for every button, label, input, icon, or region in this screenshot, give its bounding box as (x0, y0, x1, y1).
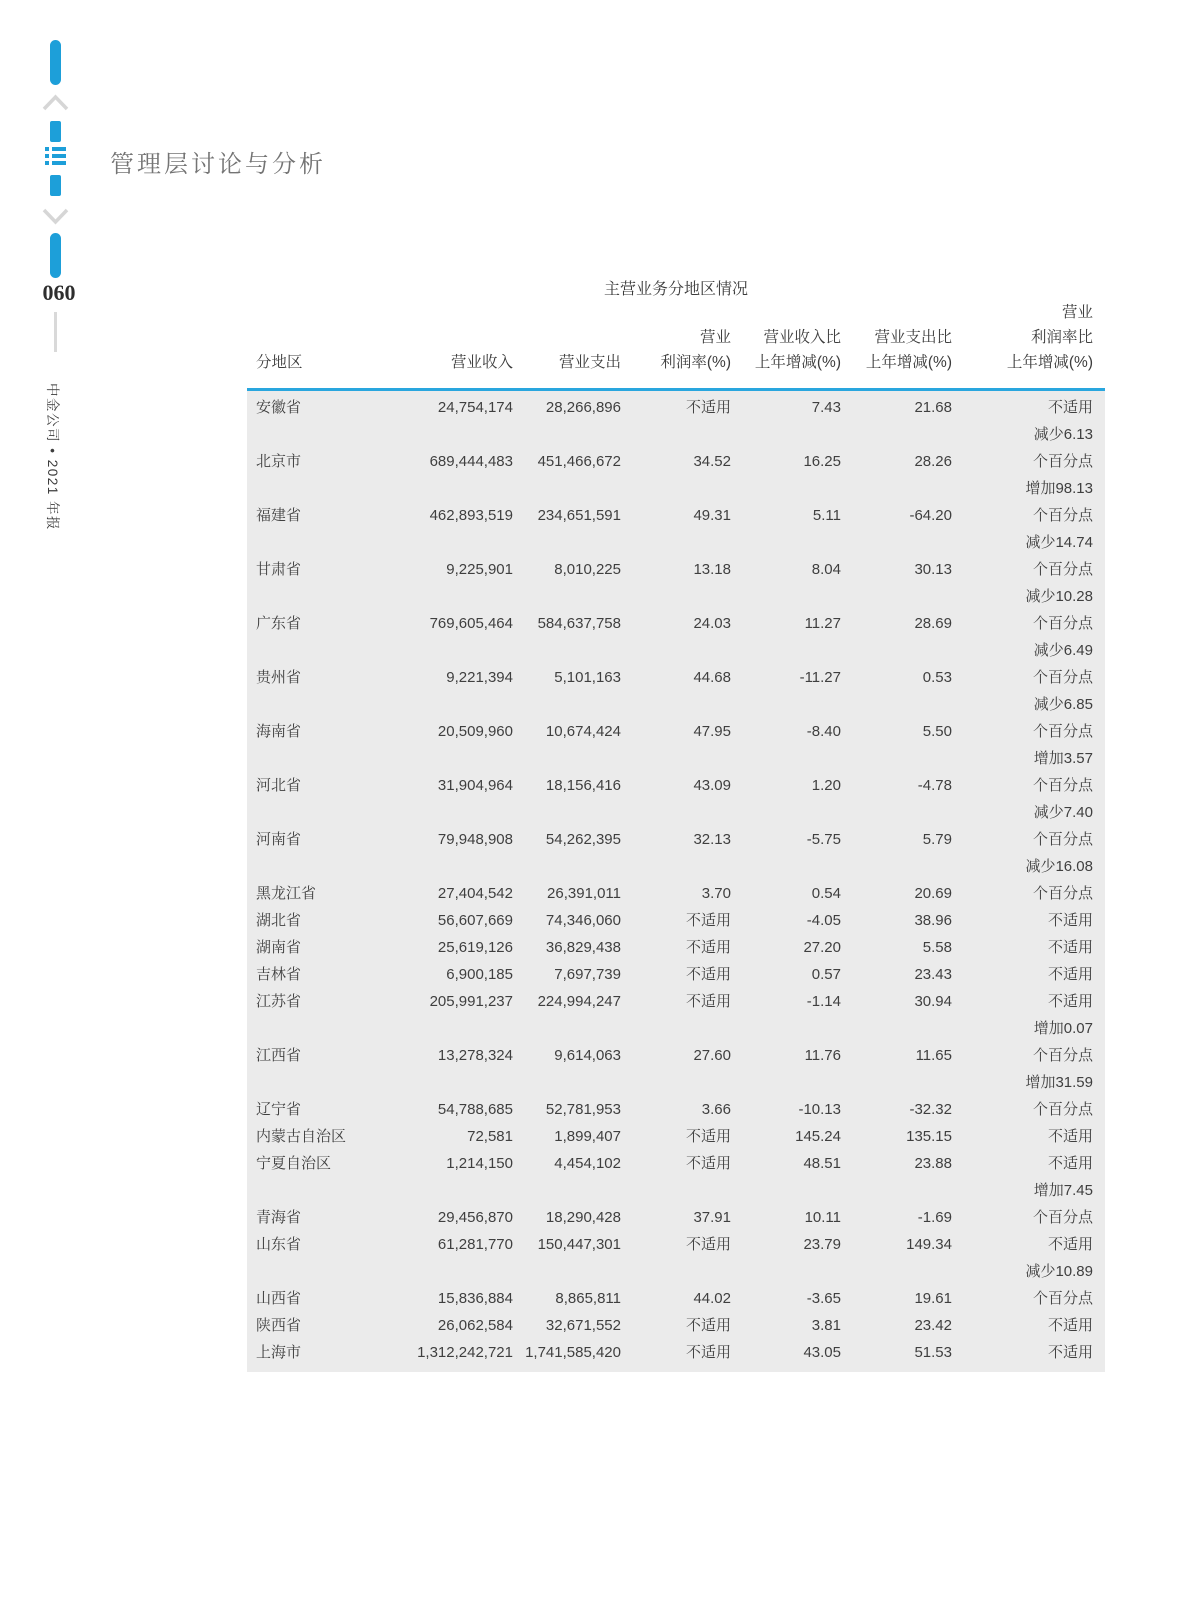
cell-revenue: 79,948,908 (387, 799, 513, 853)
cell-revenue: 462,893,519 (387, 475, 513, 529)
table-row (247, 1312, 1105, 1339)
cell-expense: 18,290,428 (513, 1177, 621, 1231)
cell-exp_change: 38.96 (841, 907, 952, 934)
table-row (247, 421, 1105, 475)
table-row (247, 745, 1105, 799)
table-row (247, 934, 1105, 961)
cell-expense: 224,994,247 (513, 988, 621, 1015)
table-row (247, 1339, 1105, 1372)
cell-margin: 44.68 (621, 637, 731, 691)
cell-exp_change: 21.68 (841, 390, 952, 422)
cell-exp_change: 5.79 (841, 799, 952, 853)
cell-region: 宁夏自治区 (247, 1150, 387, 1177)
cell-rev_change: -1.14 (731, 988, 841, 1015)
cell-expense: 1,741,585,420 (513, 1339, 621, 1372)
cell-revenue: 72,581 (387, 1123, 513, 1150)
cell-exp_change: 51.53 (841, 1339, 952, 1372)
cell-region: 福建省 (247, 475, 387, 529)
cell-margin: 37.91 (621, 1177, 731, 1231)
cell-expense: 32,671,552 (513, 1312, 621, 1339)
cell-expense: 54,262,395 (513, 799, 621, 853)
cell-expense: 584,637,758 (513, 583, 621, 637)
cell-expense: 36,829,438 (513, 934, 621, 961)
cell-revenue: 1,312,242,721 (387, 1339, 513, 1372)
cell-margin-change: 增加0.07 个百分点 (952, 1015, 1105, 1069)
cell-expense: 52,781,953 (513, 1069, 621, 1123)
cell-region: 山东省 (247, 1231, 387, 1258)
divider-bar-lower (50, 175, 61, 196)
cell-rev_change: 11.27 (731, 583, 841, 637)
cell-revenue: 29,456,870 (387, 1177, 513, 1231)
cell-exp_change: 23.88 (841, 1150, 952, 1177)
cell-region: 北京市 (247, 421, 387, 475)
cell-margin-change: 减少6.13 个百分点 (952, 421, 1105, 475)
cell-margin-change: 增加31.59 个百分点 (952, 1069, 1105, 1123)
cell-margin-change: 减少16.08 个百分点 (952, 853, 1105, 907)
cell-expense: 451,466,672 (513, 421, 621, 475)
cell-exp_change: -4.78 (841, 745, 952, 799)
cell-margin: 不适用 (621, 934, 731, 961)
cell-exp_change: -32.32 (841, 1069, 952, 1123)
cell-expense: 1,899,407 (513, 1123, 621, 1150)
table-row (247, 1123, 1105, 1150)
cell-region: 海南省 (247, 691, 387, 745)
cell-expense: 74,346,060 (513, 907, 621, 934)
cell-margin: 44.02 (621, 1258, 731, 1312)
cell-region: 甘肃省 (247, 529, 387, 583)
cell-rev_change: 48.51 (731, 1150, 841, 1177)
cell-region: 广东省 (247, 583, 387, 637)
cell-rev_change: -11.27 (731, 637, 841, 691)
cell-rev_change: 145.24 (731, 1123, 841, 1150)
cell-rev_change: 0.57 (731, 961, 841, 988)
column-header: 营业 利润率比 上年增减(%) (952, 300, 1105, 390)
cell-rev_change: 10.11 (731, 1177, 841, 1231)
table-row (247, 1015, 1105, 1069)
cell-region: 湖南省 (247, 934, 387, 961)
cell-revenue: 6,900,185 (387, 961, 513, 988)
cell-exp_change: 30.13 (841, 529, 952, 583)
cell-exp_change: 135.15 (841, 1123, 952, 1150)
cell-expense: 5,101,163 (513, 637, 621, 691)
table-row (247, 691, 1105, 745)
cell-rev_change: -8.40 (731, 691, 841, 745)
cell-rev_change: 23.79 (731, 1231, 841, 1258)
chevron-down-icon (42, 206, 69, 226)
cell-margin: 不适用 (621, 1150, 731, 1177)
cell-expense: 9,614,063 (513, 1015, 621, 1069)
table-row (247, 1231, 1105, 1258)
cell-margin-change: 增加98.13 个百分点 (952, 475, 1105, 529)
table-row (247, 1258, 1105, 1312)
table-header (247, 300, 1105, 390)
cell-margin-change: 不适用 (952, 988, 1105, 1015)
cell-expense: 150,447,301 (513, 1231, 621, 1258)
cell-rev_change: 27.20 (731, 934, 841, 961)
cell-rev_change: 3.81 (731, 1312, 841, 1339)
table-body (247, 390, 1105, 1373)
cell-revenue: 24,754,174 (387, 390, 513, 422)
cell-expense: 4,454,102 (513, 1150, 621, 1177)
cell-exp_change: 19.61 (841, 1258, 952, 1312)
cell-expense: 8,865,811 (513, 1258, 621, 1312)
cell-region: 山西省 (247, 1258, 387, 1312)
page-number: 060 (42, 280, 76, 305)
table-row (247, 799, 1105, 853)
cell-exp_change: -64.20 (841, 475, 952, 529)
cell-margin: 43.09 (621, 745, 731, 799)
bookmark-bar-top (50, 40, 61, 85)
bookmark-bar-bottom (50, 233, 61, 278)
column-header: 分地区 (247, 300, 387, 390)
cell-rev_change: 5.11 (731, 475, 841, 529)
cell-margin-change: 不适用 (952, 907, 1105, 934)
cell-margin-change: 不适用 (952, 1312, 1105, 1339)
cell-margin-change: 不适用 (952, 934, 1105, 961)
cell-expense: 28,266,896 (513, 390, 621, 422)
cell-margin: 不适用 (621, 1339, 731, 1372)
cell-exp_change: 5.58 (841, 934, 952, 961)
table-row (247, 1150, 1105, 1177)
cell-margin: 3.70 (621, 853, 731, 907)
cell-margin: 不适用 (621, 988, 731, 1015)
cell-margin: 不适用 (621, 1123, 731, 1150)
cell-exp_change: 5.50 (841, 691, 952, 745)
cell-margin: 24.03 (621, 583, 731, 637)
section-title: 管理层讨论与分析 (110, 152, 326, 178)
cell-revenue: 1,214,150 (387, 1150, 513, 1177)
cell-margin-change: 减少10.89 个百分点 (952, 1258, 1105, 1312)
cell-margin-change: 增加7.45 个百分点 (952, 1177, 1105, 1231)
cell-margin-change: 减少7.40 个百分点 (952, 799, 1105, 853)
cell-expense: 10,674,424 (513, 691, 621, 745)
cell-margin-change: 不适用 (952, 390, 1105, 422)
cell-revenue: 205,991,237 (387, 988, 513, 1015)
cell-margin-change: 不适用 (952, 1123, 1105, 1150)
cell-exp_change: 23.43 (841, 961, 952, 988)
cell-rev_change: 43.05 (731, 1339, 841, 1372)
cell-revenue: 26,062,584 (387, 1312, 513, 1339)
cell-rev_change: 8.04 (731, 529, 841, 583)
cell-region: 陕西省 (247, 1312, 387, 1339)
table-row (247, 583, 1105, 637)
cell-rev_change: -10.13 (731, 1069, 841, 1123)
table-row (247, 1177, 1105, 1231)
cell-revenue: 25,619,126 (387, 934, 513, 961)
cell-region: 河南省 (247, 799, 387, 853)
table-row (247, 961, 1105, 988)
cell-region: 湖北省 (247, 907, 387, 934)
cell-rev_change: -4.05 (731, 907, 841, 934)
cell-region: 内蒙古自治区 (247, 1123, 387, 1150)
column-header: 营业支出 (513, 300, 621, 390)
cell-region: 吉林省 (247, 961, 387, 988)
cell-revenue: 31,904,964 (387, 745, 513, 799)
column-header: 营业收入比 上年增减(%) (731, 300, 841, 390)
cell-exp_change: 23.42 (841, 1312, 952, 1339)
cell-revenue: 9,221,394 (387, 637, 513, 691)
cell-margin-change: 不适用 (952, 961, 1105, 988)
region-business-table (247, 300, 1105, 1372)
cell-margin: 不适用 (621, 907, 731, 934)
column-header: 营业收入 (387, 300, 513, 390)
table-region (247, 268, 1105, 1372)
cell-revenue: 769,605,464 (387, 583, 513, 637)
cell-exp_change: 149.34 (841, 1231, 952, 1258)
cell-revenue: 54,788,685 (387, 1069, 513, 1123)
cell-rev_change: 11.76 (731, 1015, 841, 1069)
cell-rev_change: 0.54 (731, 853, 841, 907)
table-row (247, 529, 1105, 583)
cell-region: 安徽省 (247, 390, 387, 422)
cell-expense: 7,697,739 (513, 961, 621, 988)
cell-rev_change: 16.25 (731, 421, 841, 475)
cell-region: 河北省 (247, 745, 387, 799)
cell-expense: 18,156,416 (513, 745, 621, 799)
column-header: 营业 利润率(%) (621, 300, 731, 390)
cell-margin-change: 减少6.49 个百分点 (952, 637, 1105, 691)
divider-bar-upper (50, 121, 61, 142)
cell-revenue: 20,509,960 (387, 691, 513, 745)
cell-margin: 27.60 (621, 1015, 731, 1069)
cell-revenue: 689,444,483 (387, 421, 513, 475)
cell-revenue: 61,281,770 (387, 1231, 513, 1258)
cell-margin: 不适用 (621, 1312, 731, 1339)
cell-exp_change: 20.69 (841, 853, 952, 907)
cell-exp_change: 28.26 (841, 421, 952, 475)
table-row (247, 853, 1105, 907)
cell-rev_change: -3.65 (731, 1258, 841, 1312)
table-row (247, 1069, 1105, 1123)
cell-revenue: 13,278,324 (387, 1015, 513, 1069)
report-edition-vertical-text: 中金公司 • 2021 年报 (45, 383, 60, 532)
menu-list-icon (45, 147, 66, 165)
cell-margin: 不适用 (621, 1231, 731, 1258)
cell-margin-change: 减少10.28 个百分点 (952, 583, 1105, 637)
cell-margin-change: 不适用 (952, 1339, 1105, 1372)
cell-margin: 34.52 (621, 421, 731, 475)
cell-margin-change: 不适用 (952, 1231, 1105, 1258)
cell-margin: 不适用 (621, 390, 731, 422)
cell-region: 辽宁省 (247, 1069, 387, 1123)
table-row (247, 390, 1105, 422)
cell-exp_change: 30.94 (841, 988, 952, 1015)
table-row (247, 637, 1105, 691)
cell-margin: 49.31 (621, 475, 731, 529)
column-header: 营业支出比 上年增减(%) (841, 300, 952, 390)
cell-margin-change: 增加3.57 个百分点 (952, 745, 1105, 799)
cell-region: 青海省 (247, 1177, 387, 1231)
cell-margin: 3.66 (621, 1069, 731, 1123)
cell-rev_change: -5.75 (731, 799, 841, 853)
cell-margin: 不适用 (621, 961, 731, 988)
cell-region: 黑龙江省 (247, 853, 387, 907)
table-row (247, 475, 1105, 529)
cell-exp_change: -1.69 (841, 1177, 952, 1231)
cell-margin: 32.13 (621, 799, 731, 853)
chevron-up-icon (42, 93, 69, 113)
table-row (247, 907, 1105, 934)
cell-margin-change: 不适用 (952, 1150, 1105, 1177)
cell-rev_change: 1.20 (731, 745, 841, 799)
cell-exp_change: 28.69 (841, 583, 952, 637)
cell-margin: 13.18 (621, 529, 731, 583)
cell-region: 江苏省 (247, 988, 387, 1015)
cell-margin-change: 减少14.74 个百分点 (952, 529, 1105, 583)
cell-margin-change: 减少6.85 个百分点 (952, 691, 1105, 745)
cell-expense: 234,651,591 (513, 475, 621, 529)
cell-revenue: 9,225,901 (387, 529, 513, 583)
cell-revenue: 15,836,884 (387, 1258, 513, 1312)
cell-expense: 8,010,225 (513, 529, 621, 583)
cell-margin: 47.95 (621, 691, 731, 745)
table-title: 主营业务分地区情况 (603, 281, 748, 298)
page-number-divider (54, 312, 57, 352)
cell-region: 江西省 (247, 1015, 387, 1069)
cell-region: 贵州省 (247, 637, 387, 691)
cell-expense: 26,391,011 (513, 853, 621, 907)
table-row (247, 988, 1105, 1015)
cell-exp_change: 11.65 (841, 1015, 952, 1069)
cell-region: 上海市 (247, 1339, 387, 1372)
cell-rev_change: 7.43 (731, 390, 841, 422)
cell-exp_change: 0.53 (841, 637, 952, 691)
cell-revenue: 56,607,669 (387, 907, 513, 934)
cell-revenue: 27,404,542 (387, 853, 513, 907)
